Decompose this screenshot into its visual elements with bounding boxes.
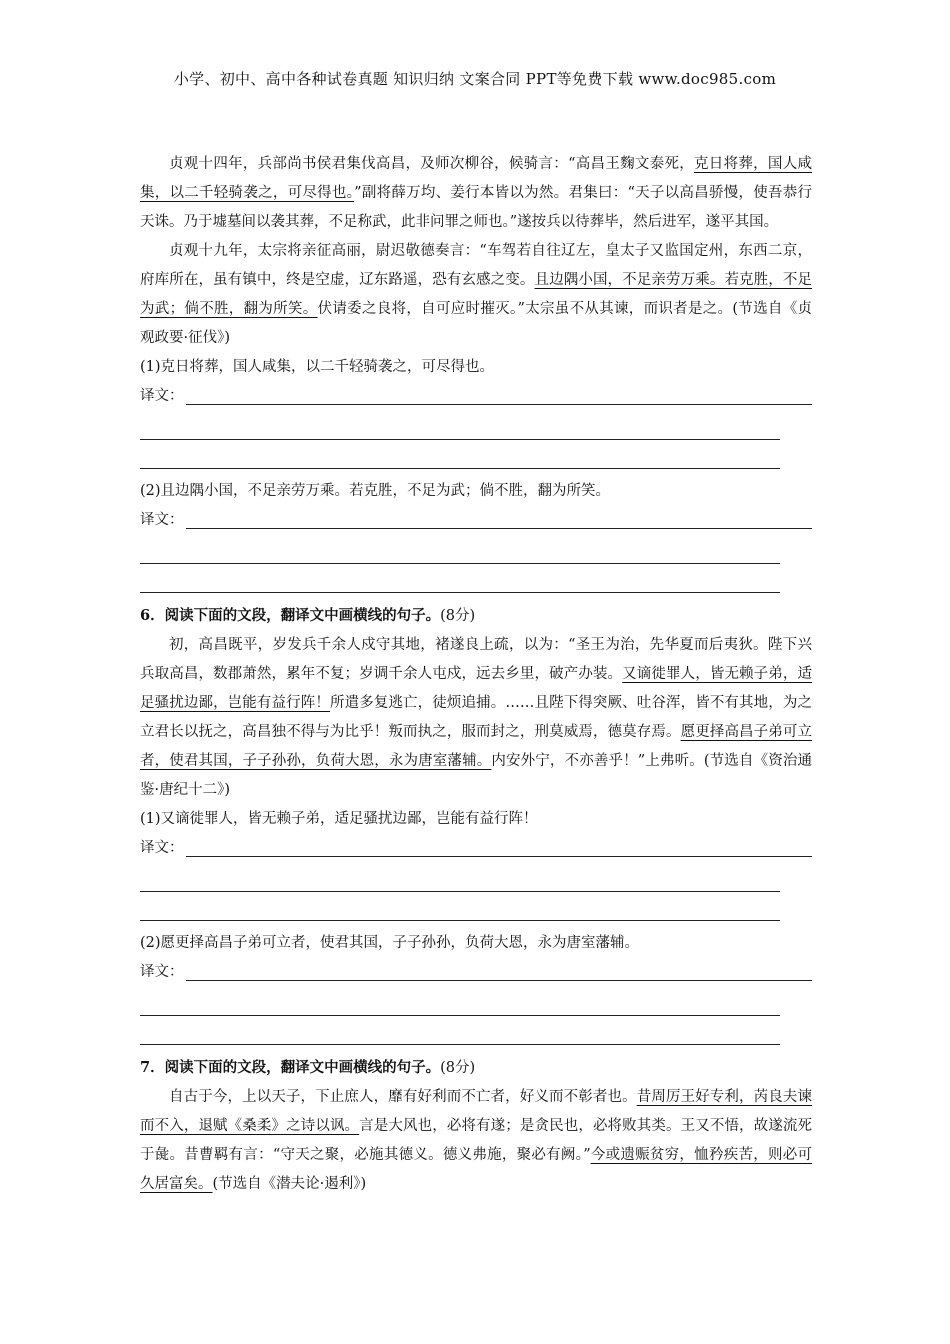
question-6-2: (2)愿更择高昌子弟可立者，使君其国，子子孙孙，负荷大恩，永为唐室藩辅。: [140, 935, 640, 951]
passage-text: 伏请委之良将，自可应时摧灭。”太宗虽不从其谏，而识者是之。(节选自《贞观政要·征伐》): [140, 301, 813, 346]
underlined-sentence: 愿更择高昌子弟可立者，使君其国，子子孙孙，负荷大恩，永为唐室藩辅。: [140, 724, 812, 769]
translation-label: 译文：: [140, 512, 184, 528]
question-7-heading: [140, 1053, 812, 1083]
question-title: 6．阅读下面的文段，翻译文中画横线的句子。: [140, 607, 441, 624]
answer-line[interactable]: [140, 1016, 780, 1045]
underlined-sentence: 克日将葬，国人咸集，以二千轻骑袭之，可尽得也。: [140, 156, 812, 201]
translation-row[interactable]: [140, 958, 812, 987]
answer-line[interactable]: [140, 863, 780, 892]
translation-label: 译文：: [140, 840, 184, 856]
passage-7-paragraph: [140, 1083, 812, 1199]
translation-row[interactable]: [140, 382, 812, 411]
passage-text: (节选自《潜夫论·遏利》): [212, 1176, 367, 1192]
answer-line[interactable]: [186, 856, 813, 857]
answer-line[interactable]: [140, 535, 780, 564]
question-5-2: (2)且边隅小国，不足亲劳万乘。若克胜，不足为武；倘不胜，翻为所笑。: [140, 483, 611, 499]
passage-5-paragraph-1: [140, 150, 812, 237]
question-6-1: (1)又谪徙罪人，皆无赖子弟，适足骚扰边鄙，岂能有益行阵！: [140, 811, 538, 827]
document-body: [140, 150, 812, 1199]
passage-5-paragraph-2: [140, 237, 812, 353]
translation-row[interactable]: [140, 506, 812, 535]
question-points: (8分): [440, 608, 476, 624]
passage-6-paragraph: [140, 631, 812, 805]
underlined-sentence: 今或遗赈贫穷，恤矜疾苦，则必可久居富矣。: [140, 1147, 812, 1192]
passage-text: 内安外宁，不亦善乎！”上弗听。(节选自《资治通鉴·唐纪十二》): [140, 753, 812, 798]
passage-text: ”副将薛万均、姜行本皆以为然。君集曰：“天子以高昌骄慢，使吾恭行天诛。乃于墟墓间以袭其葬，不足称武，此非问罪之师也。”遂按兵以待葬毕，然后进军，遂平其国。: [140, 185, 812, 230]
underlined-sentence: 昔周厉王好专利，芮良夫谏而不入，退赋《桑柔》之诗以讽。: [140, 1089, 812, 1134]
underlined-sentence: 且边隅小国，不足亲劳万乘。若克胜，不足为武；倘不胜，翻为所笑。: [140, 272, 812, 317]
question-title: 7．阅读下面的文段，翻译文中画横线的句子。: [140, 1059, 441, 1076]
answer-line[interactable]: [140, 411, 780, 440]
question-6-heading: [140, 601, 812, 631]
passage-text: 言是大风也，必将有遂；是贪民也，必将败其类。王又不悟，故遂流死于彘。昔曹羁有言：“守天之聚，必施其德义。德义弗施，聚必有阙。”: [140, 1118, 813, 1163]
passage-text: 初，高昌既平，岁发兵千余人戍守其地，褚遂良上疏，以为：“圣王为治，先华夏而后夷狄。陛下兴兵取高昌，数郡萧然，累年不复；岁调千余人屯戍，远去乡里，破产办装。: [140, 637, 812, 682]
answer-line[interactable]: [140, 440, 780, 469]
translation-label: 译文：: [140, 388, 184, 404]
answer-line[interactable]: [186, 528, 813, 529]
page-header: 小学、初中、高中各种试卷真题 知识归纳 文案合同 PPT等免费下载 www.doc985.com: [173, 70, 777, 88]
question-points: (8分): [440, 1060, 476, 1076]
translation-row[interactable]: [140, 834, 812, 863]
answer-line[interactable]: [186, 404, 813, 405]
answer-line[interactable]: [140, 987, 780, 1016]
passage-text: 贞观十四年，兵部尚书侯君集伐高昌，及师次柳谷，候骑言：“高昌王麴文泰死，: [169, 156, 695, 172]
question-5-1: (1)克日将葬，国人咸集，以二千轻骑袭之，可尽得也。: [140, 359, 495, 375]
translation-label: 译文：: [140, 964, 184, 980]
answer-line[interactable]: [140, 564, 780, 593]
answer-line[interactable]: [140, 892, 780, 921]
passage-text: 自古于今，上以天子，下止庶人，靡有好利而不亡者，好义而不彰者也。: [169, 1089, 637, 1105]
answer-line[interactable]: [186, 980, 813, 981]
passage-text: 所遣多复逃亡，徒烦追捕。……且陛下得突厥、吐谷浑，皆不有其地，为之立君长以抚之，高昌独不得与为比乎！叛而执之，服而封之，刑莫威焉，德莫存焉。: [140, 695, 813, 740]
underlined-sentence: 又谪徙罪人，皆无赖子弟，适足骚扰边鄙，岂能有益行阵！: [140, 666, 813, 711]
passage-text: 贞观十九年，太宗将亲征高丽，尉迟敬德奏言：“车驾若自往辽左，皇太子又监国定州，东西二京，府库所在，虽有镇中，终是空虚，辽东路遥，恐有玄感之变。: [140, 243, 812, 288]
